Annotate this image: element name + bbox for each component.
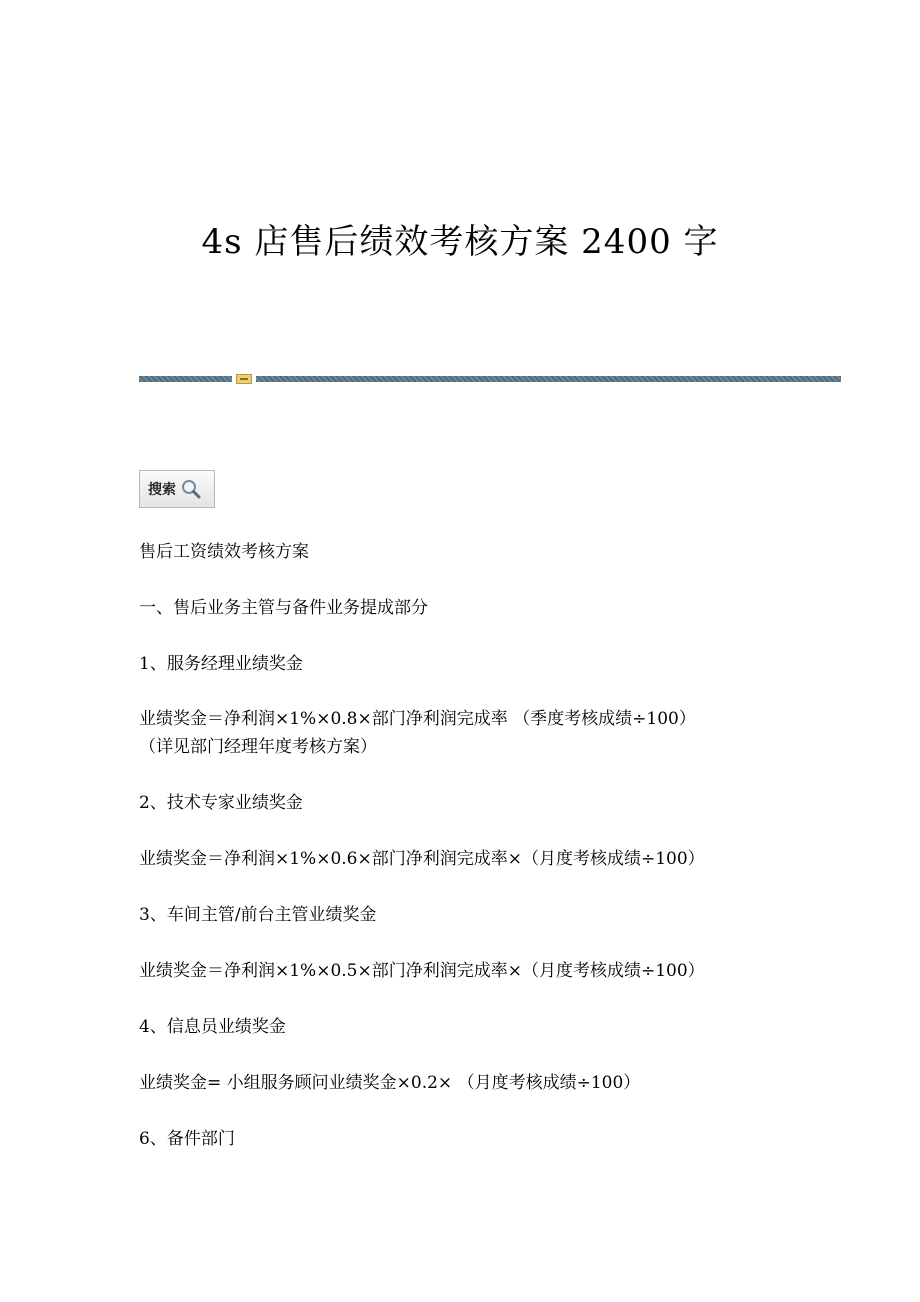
subsection-heading: 3、车间主管/前台主管业绩奖金 (139, 905, 377, 925)
document-title: 4s 店售后绩效考核方案 2400 字 (201, 222, 719, 262)
search-label: 搜索 (148, 482, 176, 498)
divider-ornament-icon (236, 374, 252, 384)
subsection-heading: 6、备件部门 (139, 1129, 235, 1149)
note-line: （详见部门经理年度考核方案） (139, 737, 377, 757)
formula-line: 业绩奖金＝净利润×1%×0.5×部门净利润完成率×（月度考核成绩÷100） (139, 961, 705, 981)
subsection-heading: 1、服务经理业绩奖金 (139, 654, 303, 674)
document-body (139, 538, 839, 1153)
title-divider (139, 374, 841, 384)
magnifier-icon (180, 478, 202, 500)
subsection-heading: 2、技术专家业绩奖金 (139, 793, 303, 813)
formula-line: 业绩奖金= 小组服务顾问业绩奖金×0.2× （月度考核成绩÷100） (139, 1073, 641, 1093)
subsection-heading: 4、信息员业绩奖金 (139, 1017, 286, 1037)
divider-bar-left (139, 376, 232, 382)
search-button[interactable] (139, 470, 215, 508)
section-heading: 一、售后业务主管与备件业务提成部分 (139, 598, 428, 618)
formula-line: 业绩奖金＝净利润×1%×0.6×部门净利润完成率×（月度考核成绩÷100） (139, 849, 705, 869)
divider-bar-right (256, 376, 841, 382)
formula-line: 业绩奖金＝净利润×1%×0.8×部门净利润完成率 （季度考核成绩÷100） (139, 709, 696, 729)
paragraph-heading: 售后工资绩效考核方案 (139, 542, 309, 562)
